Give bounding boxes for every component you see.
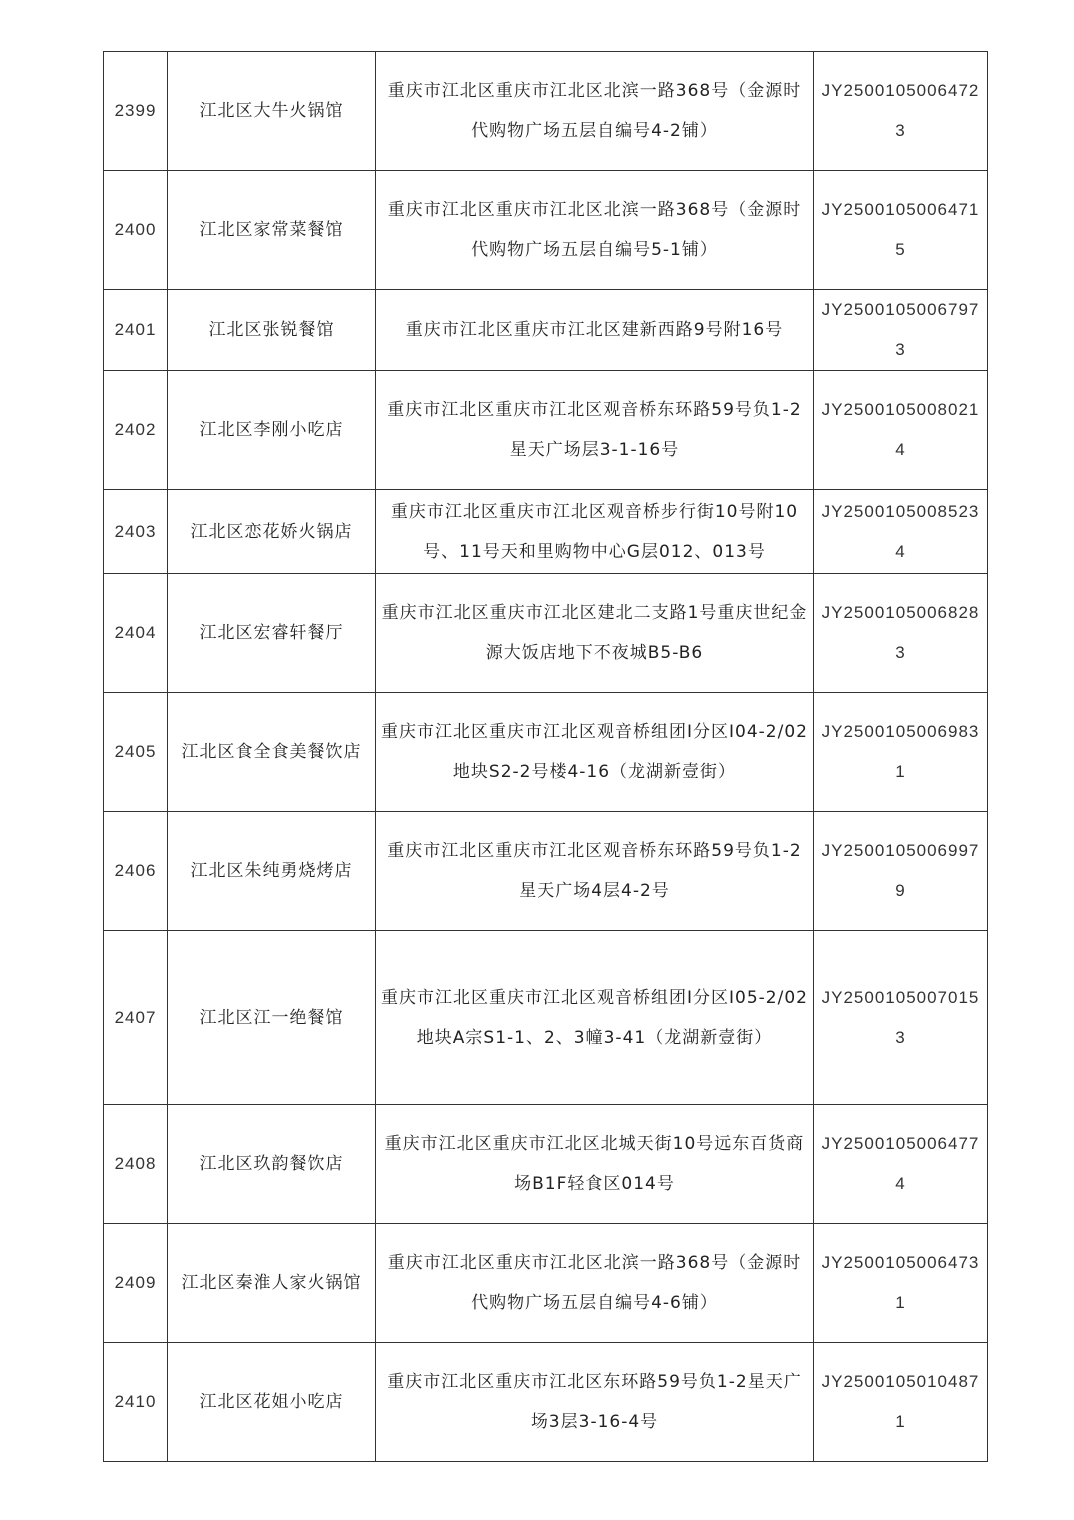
table-row [104, 693, 988, 812]
business-address: 重庆市江北区重庆市江北区建北二支路1号重庆世纪金源大饭店地下不夜城B5-B6 [376, 574, 814, 693]
table-row [104, 1105, 988, 1224]
row-number: 2410 [104, 1343, 168, 1462]
row-number: 2406 [104, 812, 168, 931]
business-name: 江北区宏睿轩餐厅 [168, 574, 376, 693]
license-number: JY25001050068283 [814, 574, 988, 693]
license-number: JY25001050064731 [814, 1224, 988, 1343]
license-number: JY25001050085234 [814, 490, 988, 574]
business-address: 重庆市江北区重庆市江北区东环路59号负1-2星天广场3层3-16-4号 [376, 1343, 814, 1462]
license-table [103, 51, 988, 1462]
business-address: 重庆市江北区重庆市江北区观音桥组团I分区I04-2/02地块S2-2号楼4-16（龙湖新壹街） [376, 693, 814, 812]
business-name: 江北区大牛火锅馆 [168, 52, 376, 171]
row-number: 2399 [104, 52, 168, 171]
license-number: JY25001050064723 [814, 52, 988, 171]
business-address: 重庆市江北区重庆市江北区北滨一路368号（金源时代购物广场五层自编号4-6铺） [376, 1224, 814, 1343]
business-name: 江北区玖韵餐饮店 [168, 1105, 376, 1224]
business-name: 江北区家常菜餐馆 [168, 171, 376, 290]
table-row [104, 490, 988, 574]
row-number: 2405 [104, 693, 168, 812]
row-number: 2408 [104, 1105, 168, 1224]
row-number: 2401 [104, 290, 168, 371]
license-number: JY25001050070153 [814, 931, 988, 1105]
business-name: 江北区李刚小吃店 [168, 371, 376, 490]
business-name: 江北区江一绝餐馆 [168, 931, 376, 1105]
business-name: 江北区花姐小吃店 [168, 1343, 376, 1462]
row-number: 2400 [104, 171, 168, 290]
license-number: JY25001050104871 [814, 1343, 988, 1462]
table-row [104, 931, 988, 1105]
table-row [104, 812, 988, 931]
row-number: 2403 [104, 490, 168, 574]
business-address: 重庆市江北区重庆市江北区观音桥东环路59号负1-2星天广场4层4-2号 [376, 812, 814, 931]
table-row [104, 171, 988, 290]
business-name: 江北区张锐餐馆 [168, 290, 376, 371]
business-name: 江北区朱纯勇烧烤店 [168, 812, 376, 931]
business-name: 江北区食全食美餐饮店 [168, 693, 376, 812]
table-row [104, 1343, 988, 1462]
table-row [104, 290, 988, 371]
business-address: 重庆市江北区重庆市江北区北滨一路368号（金源时代购物广场五层自编号5-1铺） [376, 171, 814, 290]
row-number: 2404 [104, 574, 168, 693]
business-address: 重庆市江北区重庆市江北区观音桥组团I分区I05-2/02地块A宗S1-1、2、3幢3-41（龙湖新壹街） [376, 931, 814, 1105]
row-number: 2409 [104, 1224, 168, 1343]
business-name: 江北区秦淮人家火锅馆 [168, 1224, 376, 1343]
table-row [104, 1224, 988, 1343]
table-row [104, 371, 988, 490]
business-address: 重庆市江北区重庆市江北区观音桥东环路59号负1-2星天广场层3-1-16号 [376, 371, 814, 490]
business-address: 重庆市江北区重庆市江北区观音桥步行街10号附10号、11号天和里购物中心G层012、013号 [376, 490, 814, 574]
business-address: 重庆市江北区重庆市江北区北滨一路368号（金源时代购物广场五层自编号4-2铺） [376, 52, 814, 171]
license-number: JY25001050069979 [814, 812, 988, 931]
license-number: JY25001050067973 [814, 290, 988, 371]
row-number: 2402 [104, 371, 168, 490]
license-number: JY25001050064715 [814, 171, 988, 290]
table-row [104, 52, 988, 171]
business-name: 江北区恋花娇火锅店 [168, 490, 376, 574]
table-row [104, 574, 988, 693]
license-number: JY25001050080214 [814, 371, 988, 490]
business-address: 重庆市江北区重庆市江北区建新西路9号附16号 [376, 290, 814, 371]
row-number: 2407 [104, 931, 168, 1105]
license-number: JY25001050069831 [814, 693, 988, 812]
business-address: 重庆市江北区重庆市江北区北城天街10号远东百货商场B1F轻食区014号 [376, 1105, 814, 1224]
license-number: JY25001050064774 [814, 1105, 988, 1224]
